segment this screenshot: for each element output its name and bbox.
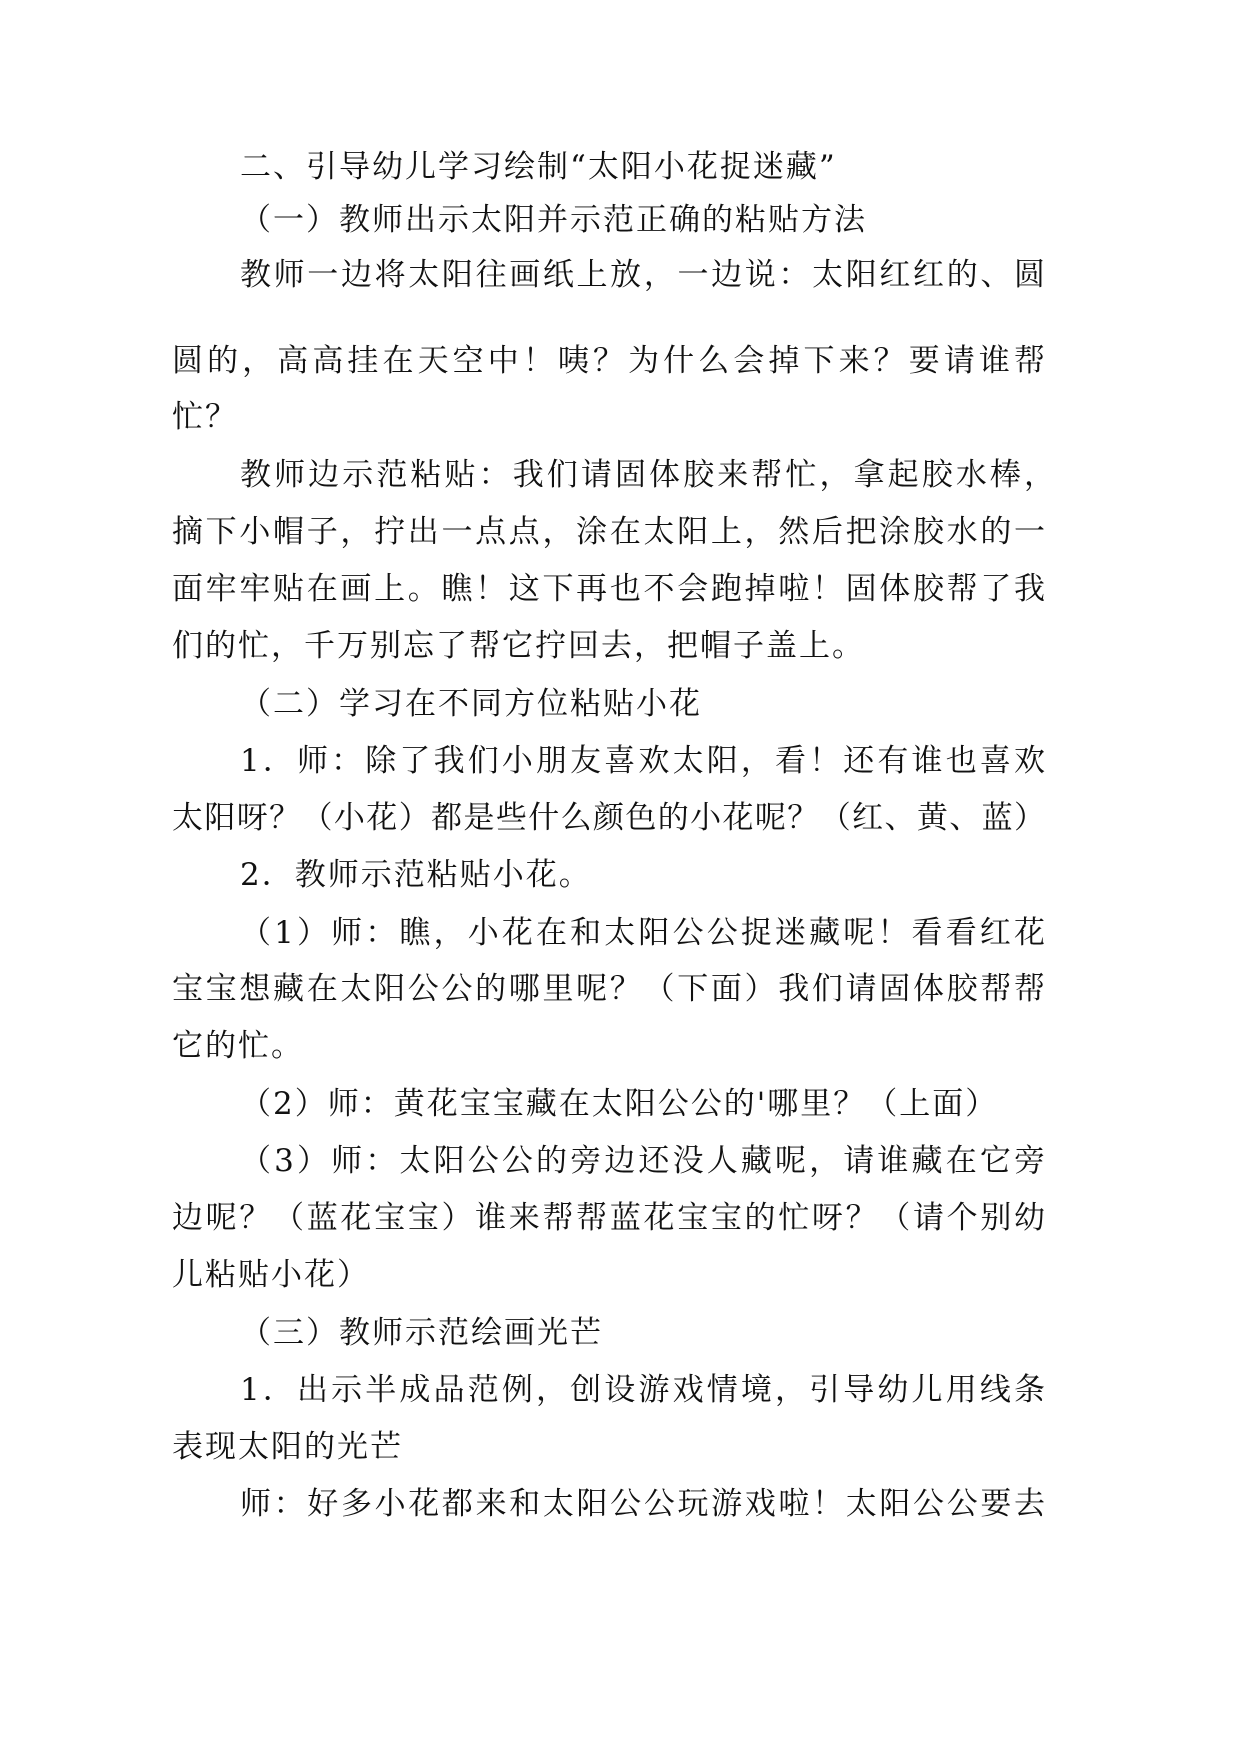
paragraph-line: 忙？ — [172, 399, 238, 435]
paragraph-line: 面牢牢贴在画上。瞧！这下再也不会跑掉啦！固体胶帮了我 — [172, 571, 1045, 607]
paragraph-line: 它的忙。 — [172, 1028, 304, 1064]
subsection-heading: （一）教师出示太阳并示范正确的粘贴方法 — [240, 202, 867, 238]
paragraph-line: 教师边示范粘贴：我们请固体胶来帮忙，拿起胶水棒， — [240, 457, 1055, 493]
subsection-heading: （三）教师示范绘画光芒 — [240, 1315, 603, 1351]
paragraph-line: 摘下小帽子，拧出一点点，涂在太阳上，然后把涂胶水的一 — [172, 514, 1045, 550]
paragraph-line: 师：好多小花都来和太阳公公玩游戏啦！太阳公公要去 — [240, 1486, 1045, 1522]
paragraph-line: 2．教师示范粘贴小花。 — [240, 857, 592, 893]
section-heading: 二、引导幼儿学习绘制“太阳小花捉迷藏” — [240, 149, 837, 185]
paragraph-line: 儿粘贴小花） — [172, 1257, 370, 1293]
paragraph-line: 1．出示半成品范例，创设游戏情境，引导幼儿用线条 — [240, 1372, 1045, 1408]
paragraph-line: 教师一边将太阳往画纸上放，一边说：太阳红红的、圆 — [240, 257, 1045, 293]
paragraph-line: 宝宝想藏在太阳公公的哪里呢？（下面）我们请固体胶帮帮 — [172, 971, 1045, 1007]
paragraph-line: （3）师：太阳公公的旁边还没人藏呢，请谁藏在它旁 — [240, 1143, 1045, 1179]
paragraph-line: （1）师：瞧，小花在和太阳公公捉迷藏呢！看看红花 — [240, 915, 1045, 951]
paragraph-line: 圆的，高高挂在天空中！咦？为什么会掉下来？要请谁帮 — [172, 343, 1045, 379]
paragraph-line: 表现太阳的光芒 — [172, 1429, 403, 1465]
paragraph-line: （2）师：黄花宝宝藏在太阳公公的'哪里？（上面） — [240, 1086, 999, 1122]
subsection-heading: （二）学习在不同方位粘贴小花 — [240, 686, 702, 722]
paragraph-line: 1．师：除了我们小朋友喜欢太阳，看！还有谁也喜欢 — [240, 743, 1045, 779]
paragraph-line: 边呢？（蓝花宝宝）谁来帮帮蓝花宝宝的忙呀？（请个别幼 — [172, 1200, 1045, 1236]
paragraph-line: 们的忙，千万别忘了帮它拧回去，把帽子盖上。 — [172, 628, 865, 664]
paragraph-line: 太阳呀？（小花）都是些什么颜色的小花呢？（红、黄、蓝） — [172, 800, 1045, 836]
